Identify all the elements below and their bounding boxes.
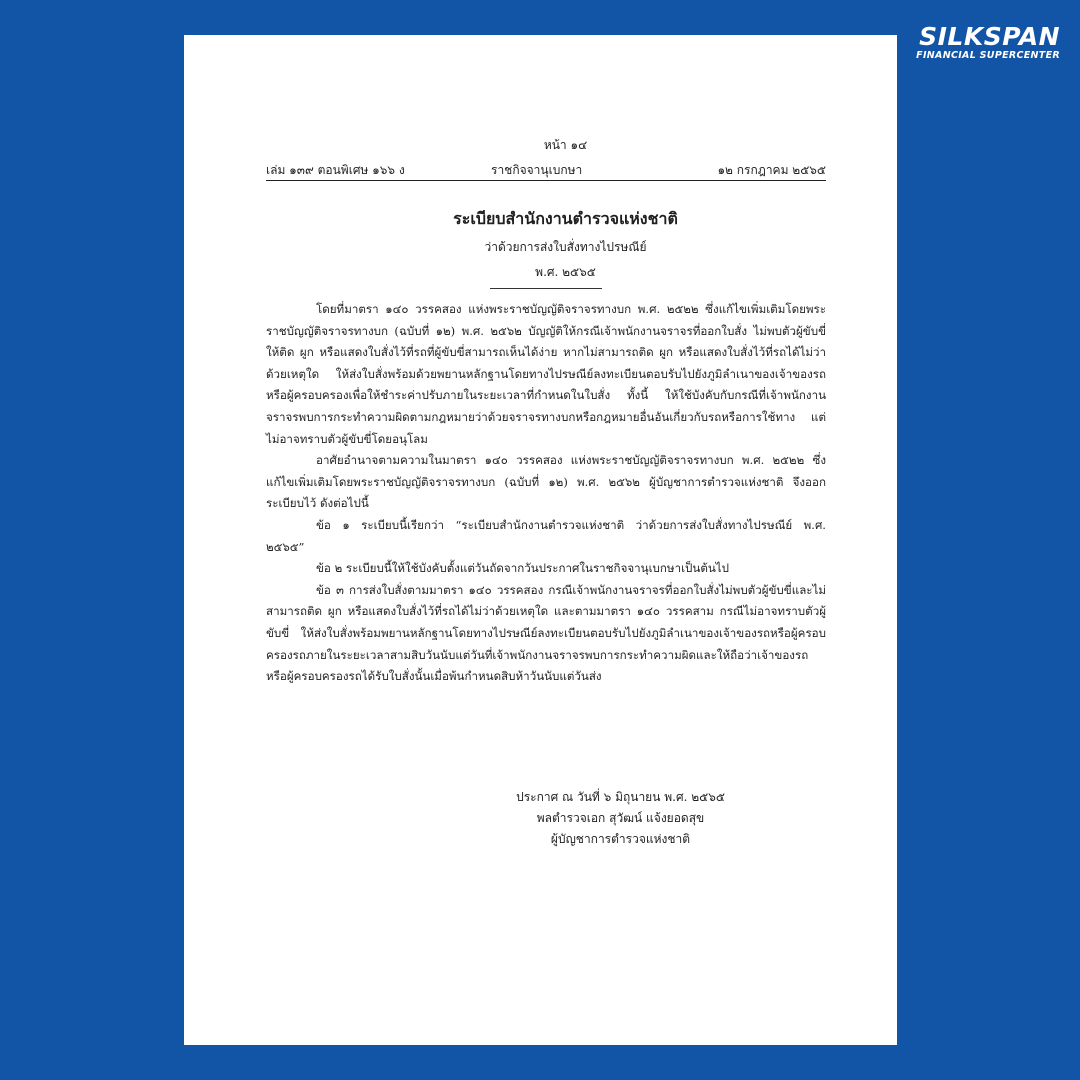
announcement-date: ประกาศ ณ วันที่ ๖ มิถุนายน พ.ศ. ๒๕๖๕ <box>516 790 725 804</box>
gazette-name: ราชกิจจานุเบกษา <box>491 163 583 177</box>
brand-logo <box>916 24 1060 62</box>
paragraph-preamble: โดยที่มาตรา ๑๔๐ วรรคสอง แห่งพระราชบัญญัติจราจรทางบก พ.ศ. ๒๕๒๒ ซึ่งแก้ไขเพิ่มเติมโดยพระราชบัญญัติจราจรทางบก (ฉบับที่ ๑๒) พ.ศ. ๒๕๖๒ บัญญัติให้กรณีเจ้าพนักงานจราจรที่ออกใบสั่ง ไม่พบตัวผู้ขับขี่ ให้ติด ผูก หรือแสดงใบสั่งไว้ที่รถที่ผู้ขับขี่สามารถเห็นได้ง่าย หากไม่สามารถติด ผูก หรือแสดงใบสั่งไว้ที่รถได้ไม่ว่าด้วยเหตุใด ให้ส่งใบสั่งพร้อมด้วยพยานหลักฐานโดยทางไปรษณีย์ลงทะเบียนตอบรับไปยังภูมิลำเนาของเจ้าของรถหรือผู้ครอบครองเพื่อให้ชำระค่าปรับภายในระยะเวลาที่กำหนดในใบสั่ง ทั้งนี้ ให้ใช้บังคับกับกรณีที่เจ้าพนักงานจราจรพบการกระทำความผิดตามกฎหมายว่าด้วยจราจรทางบกหรือกฎหมายอื่นอันเกี่ยวกับรถหรือการใช้ทาง แต่ไม่อาจทราบตัวผู้ขับขี่โดยอนุโลม <box>266 302 826 446</box>
clause-2: ข้อ ๒ ระเบียบนี้ให้ใช้บังคับตั้งแต่วันถัดจากวันประกาศในราชกิจจานุเบกษาเป็นต้นไป <box>316 561 729 576</box>
paragraph-authority: อาศัยอำนาจตามความในมาตรา ๑๔๐ วรรคสอง แห่งพระราชบัญญัติจราจรทางบก พ.ศ. ๒๕๒๒ ซึ่งแก้ไขเพิ่มเติมโดยพระราชบัญญัติจราจรทางบก (ฉบับที่ ๑๒) พ.ศ. ๒๕๖๒ ผู้บัญชาการตำรวจแห่งชาติ จึงออกระเบียบไว้ ดังต่อไปนี้ <box>266 453 826 511</box>
signatory-position: ผู้บัญชาการตำรวจแห่งชาติ <box>550 832 691 846</box>
document-title: ระเบียบสำนักงานตำรวจแห่งชาติ <box>453 209 678 228</box>
document-subtitle: ว่าด้วยการส่งใบสั่งทางไปรษณีย์ <box>484 240 647 254</box>
document-year: พ.ศ. ๒๕๖๕ <box>535 265 596 279</box>
signatory-name: พลตำรวจเอก สุวัฒน์ แจ้งยอดสุข <box>536 811 705 825</box>
gazette-header <box>266 161 826 181</box>
volume-info: เล่ม ๑๓๙ ตอนพิเศษ ๑๖๖ ง <box>266 163 405 177</box>
clause-1: ข้อ ๑ ระเบียบนี้เรียกว่า “ระเบียบสำนักงานตำรวจแห่งชาติ ว่าด้วยการส่งใบสั่งทางไปรษณีย์ พ.ศ. ๒๕๖๕” <box>266 517 826 554</box>
signature-block <box>184 787 897 850</box>
gazette-page <box>184 35 897 1045</box>
title-divider <box>490 288 602 289</box>
document-body <box>266 299 826 688</box>
page-number: หน้า ๑๔ <box>543 138 588 152</box>
brand-name: SILKSPAN <box>919 22 1060 51</box>
clause-3: ข้อ ๓ การส่งใบสั่งตามมาตรา ๑๔๐ วรรคสอง กรณีเจ้าพนักงานจราจรที่ออกใบสั่งไม่พบตัวผู้ขับขี่และไม่สามารถติด ผูก หรือแสดงใบสั่งไว้ที่รถได้ไม่ว่าด้วยเหตุใด และตามมาตรา ๑๔๐ วรรคสาม กรณีไม่อาจทราบตัวผู้ขับขี่ ให้ส่งใบสั่งพร้อมพยานหลักฐานโดยทางไปรษณีย์ลงทะเบียนตอบรับไปยังภูมิลำเนาของเจ้าของรถหรือผู้ครอบครองรถภายในระยะเวลาสามสิบวันนับแต่วันที่เจ้าพนักงานจราจรพบการกระทำความผิดและให้ถือว่าเจ้าของรถหรือผู้ครอบครองรถได้รับใบสั่งนั้นเมื่อพ้นกำหนดสิบห้าวันนับแต่วันส่ง <box>266 582 826 684</box>
brand-tagline: FINANCIAL SUPERCENTER <box>916 50 1060 61</box>
publish-date: ๑๒ กรกฎาคม ๒๕๖๕ <box>717 163 826 177</box>
